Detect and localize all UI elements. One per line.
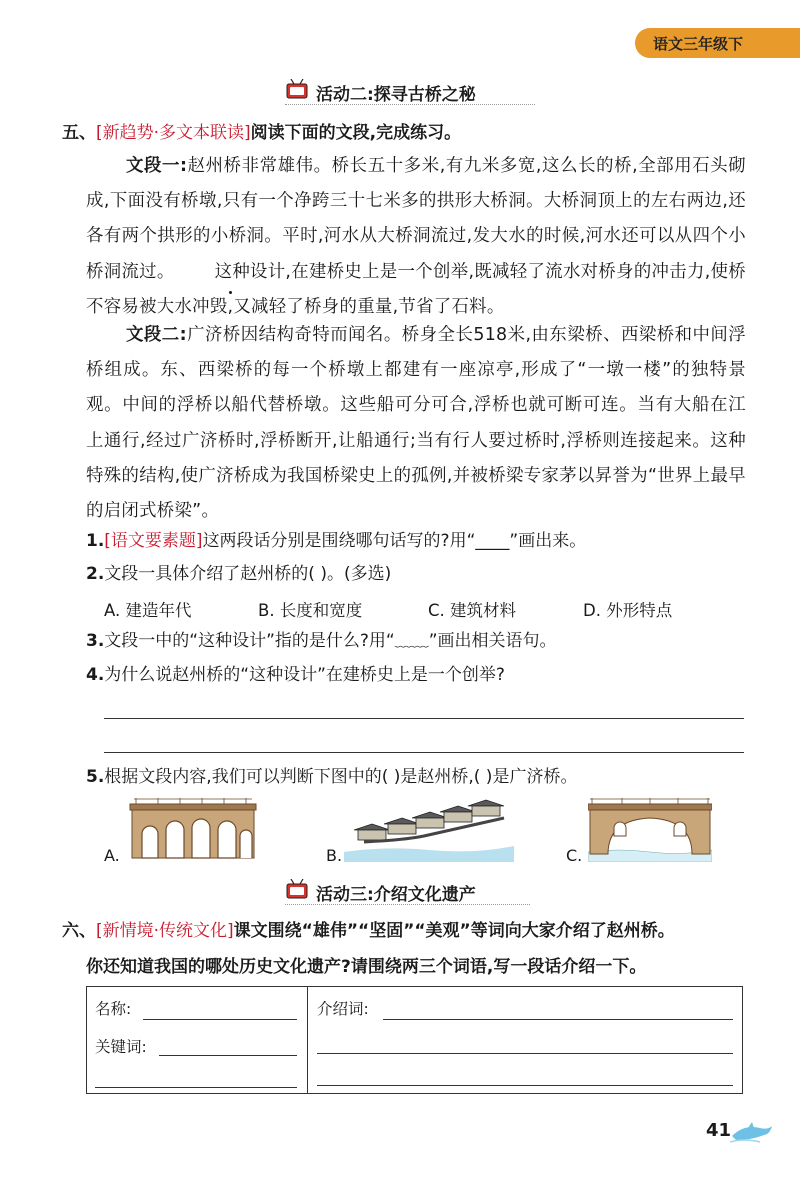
grade-tag-label: 语文三年级下 <box>653 35 744 53</box>
bridge-a-image[interactable] <box>128 796 258 862</box>
passage1-text-before: 赵州桥非常雄伟。桥长五十多米,有九米多宽,这么长的桥,全部用石头砌成,下面没有桥墩,只有一个净跨三十七米多的拱形大桥洞。大桥洞顶上的左右两边,还各有两个拱形的小桥洞。平时,河水从大桥洞流过,发大水的时候,河水还可以从四个小桥洞流过。 <box>86 156 746 282</box>
item-3: 3.文段一中的“这种设计”指的是什么?用“﹏﹏”画出相关语句。 <box>86 631 557 651</box>
keywords-field[interactable] <box>159 1055 297 1056</box>
intro-field-3[interactable] <box>317 1085 733 1086</box>
passage1-text-after: ,在建桥史上是一个创举,既减轻了流水对桥身的冲击力,使桥不容易被大水冲毁,又减轻了桥身的重量,节省了石料。 <box>86 261 746 317</box>
q6-number: 六、 <box>62 921 96 941</box>
activity2-underline <box>285 104 535 105</box>
passage2-lead: 文段二: <box>126 325 187 345</box>
tv-icon <box>285 79 309 99</box>
item2-option-c[interactable]: C. 建筑材料 <box>428 601 517 620</box>
grade-tag <box>635 28 800 58</box>
q6-heading <box>62 920 675 942</box>
q6-line1: 课文围绕“雄伟”“坚固”“美观”等词向大家介绍了赵州桥。 <box>233 921 675 941</box>
intro-label: 介绍词: <box>317 1000 369 1018</box>
tv-icon-2 <box>285 879 309 899</box>
q5-heading <box>62 122 461 144</box>
item-2: 2.文段一具体介绍了赵州桥的( )。(多选) <box>86 564 392 584</box>
picture-label-b: B. <box>326 846 343 865</box>
item-1: 1.[语文要素题]这两段话分别是围绕哪句话写的?用“____”画出来。 <box>86 531 587 551</box>
bridge-b-image[interactable] <box>344 796 514 862</box>
item2-option-d[interactable]: D. 外形特点 <box>583 601 673 620</box>
activity3-title: 活动三:介绍文化遗产 <box>316 885 476 905</box>
item-4: 4.为什么说赵州桥的“这种设计”在建桥史上是一个创举? <box>86 665 505 685</box>
answer-line-1[interactable] <box>104 718 744 719</box>
answer-line-2[interactable] <box>104 752 744 753</box>
activity3-underline <box>285 904 530 905</box>
q5-tag: [新趋势·多文本联读] <box>96 123 251 143</box>
intro-field-1[interactable] <box>383 1019 733 1020</box>
keywords-field-2[interactable] <box>95 1087 297 1088</box>
table-divider <box>307 987 308 1093</box>
item2-option-b[interactable]: B. 长度和宽度 <box>258 601 363 620</box>
q6-line2: 你还知道我国的哪处历史文化遗产?请围绕两三个词语,写一段话介绍一下。 <box>86 957 647 977</box>
activity2-title: 活动二:探寻古桥之秘 <box>316 85 476 105</box>
q5-instruction: 阅读下面的文段,完成练习。 <box>250 123 462 143</box>
intro-field-2[interactable] <box>317 1053 733 1054</box>
name-field[interactable] <box>143 1019 297 1020</box>
q5-number: 五、 <box>62 123 96 143</box>
passage-1 <box>86 149 746 325</box>
picture-label-c: C. <box>566 846 583 865</box>
item2-option-a[interactable]: A. 建造年代 <box>104 601 192 620</box>
passage1-lead: 文段一: <box>126 156 188 176</box>
passage1-dotted-phrase: 这种设计 <box>175 262 286 282</box>
item-5: 5.根据文段内容,我们可以判断下图中的( )是赵州桥,( )是广济桥。 <box>86 767 578 787</box>
heritage-table <box>86 986 743 1094</box>
picture-label-a: A. <box>104 846 120 865</box>
passage-2 <box>86 318 746 529</box>
q6-tag: [新情境·传统文化] <box>96 921 234 941</box>
passage2-text: 广济桥因结构奇特而闻名。桥身全长518米,由东梁桥、西梁桥和中间浮桥组成。东、西梁桥的每一个桥墩上都建有一座凉亭,形成了“一墩一楼”的独特景观。中间的浮桥以船代替桥墩。这些船可分可合,浮桥也就可断可连。当有大船在江上通行,经过广济桥时,浮桥断开,让船通行;当有行人要过桥时,浮桥则连接起来。这种特殊的结构,使广济桥成为我国桥梁史上的孤例,并被桥梁专家茅以昇誉为“世界上最早的启闭式桥梁”。 <box>86 325 746 522</box>
dolphin-icon <box>730 1122 774 1144</box>
item1-tag: [语文要素题] <box>104 531 203 551</box>
bridge-c-image[interactable] <box>588 796 712 862</box>
name-label: 名称: <box>95 1000 132 1018</box>
keywords-label: 关键词: <box>95 1038 147 1056</box>
page-number: 41 <box>706 1120 732 1141</box>
